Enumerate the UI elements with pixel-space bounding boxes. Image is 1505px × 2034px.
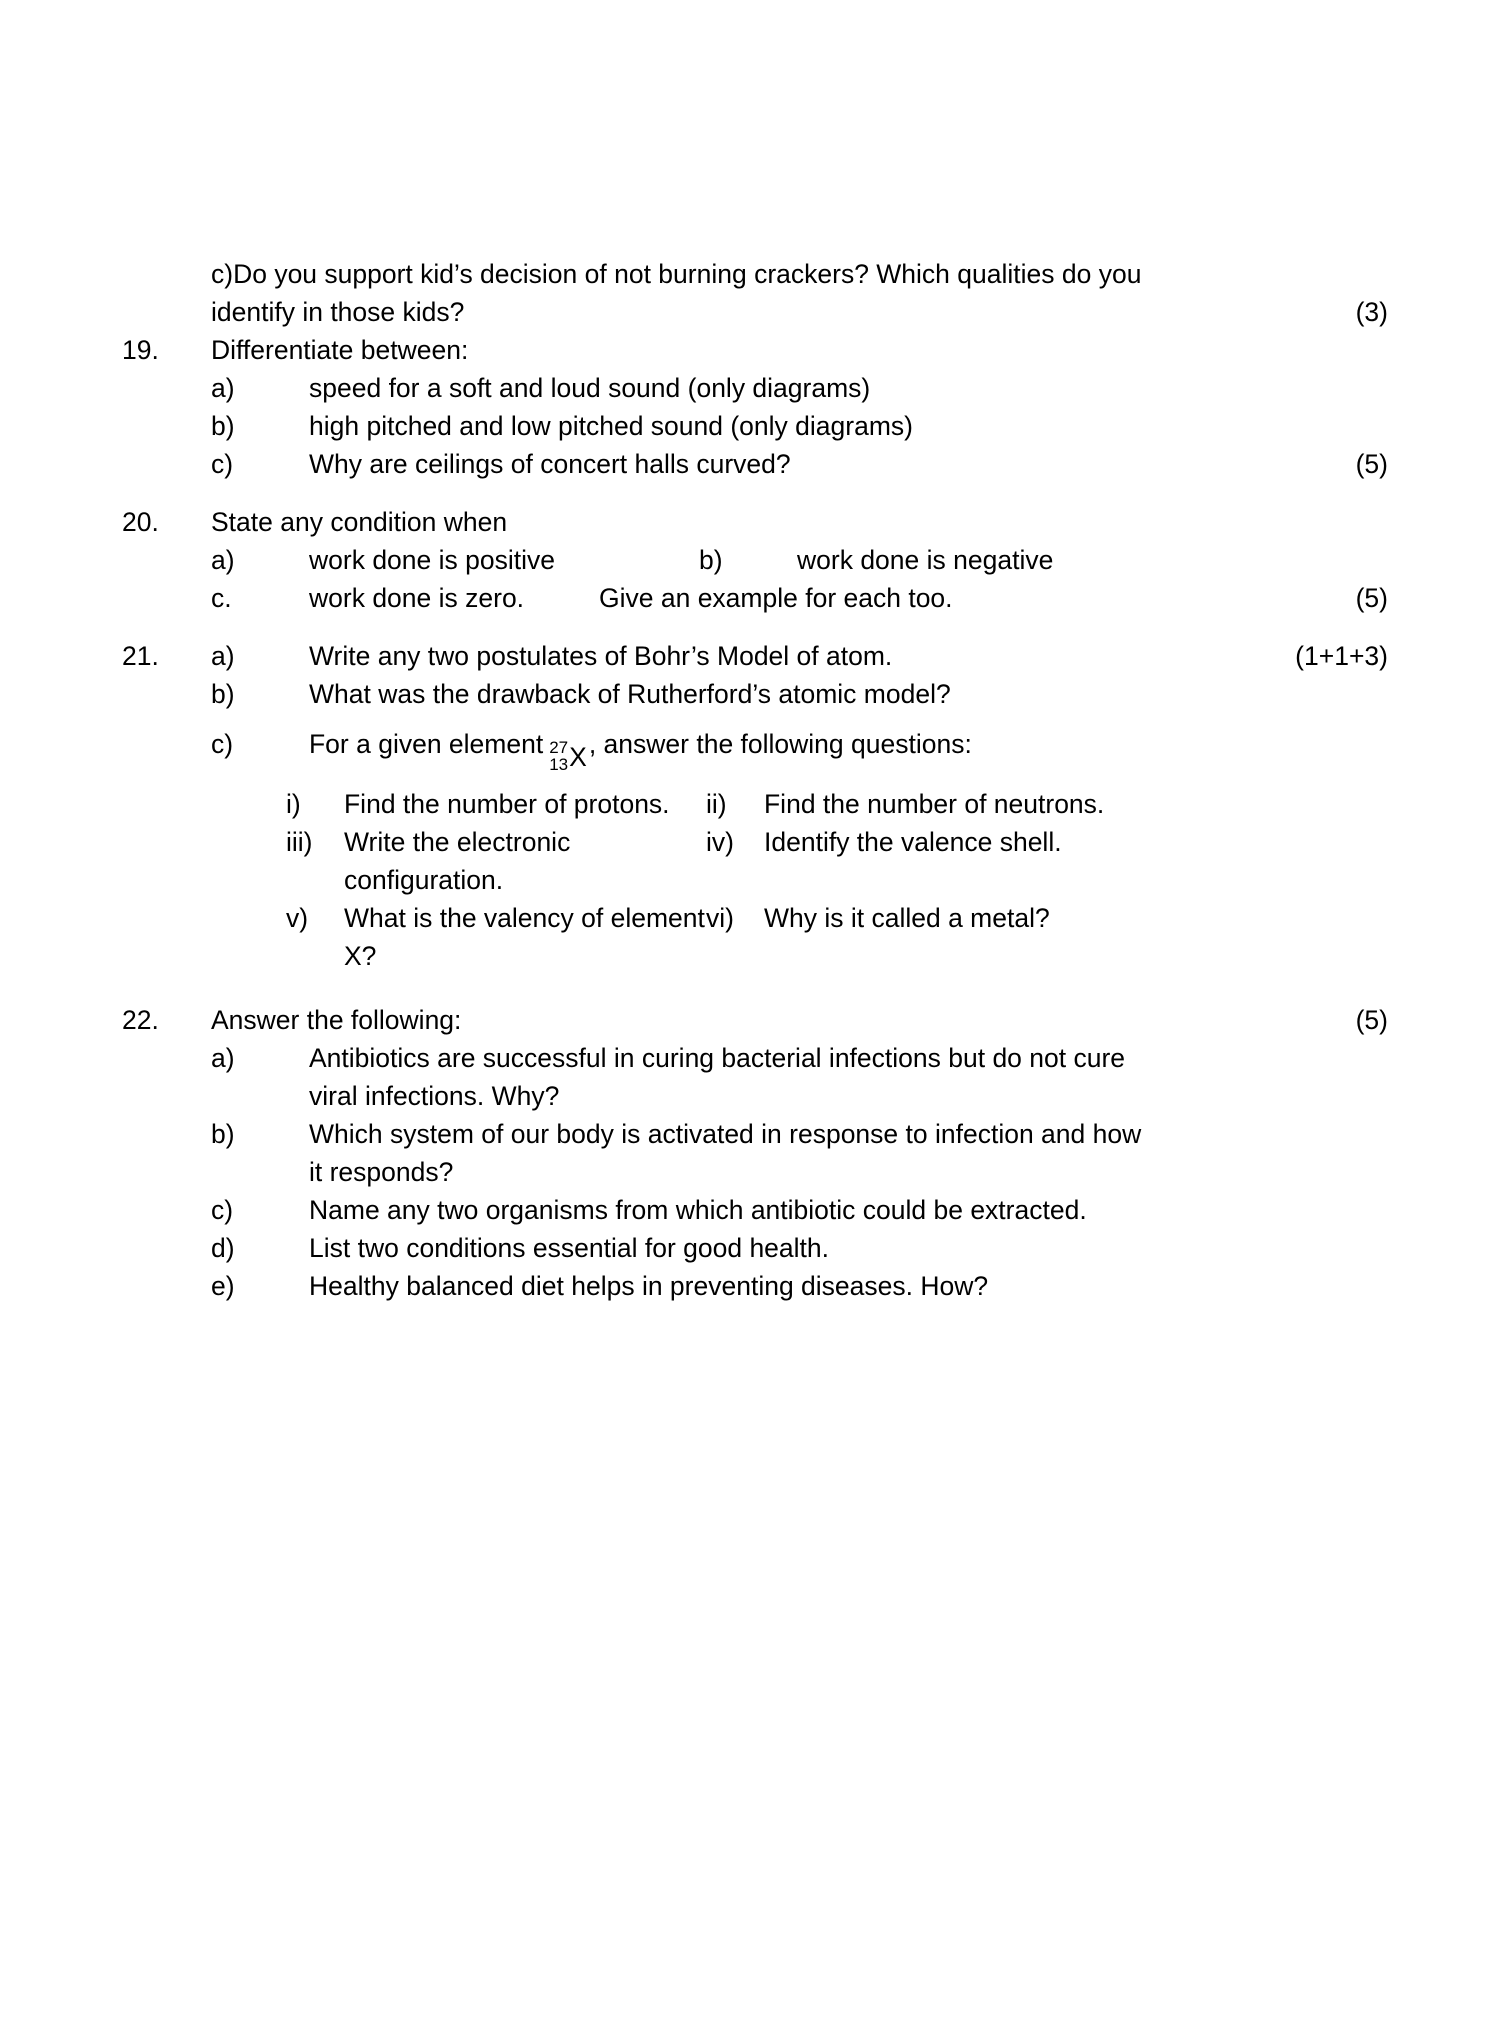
question-21-item-c-text-before: For a given element [309, 729, 544, 759]
question-20-item-a-label: a) [211, 545, 235, 575]
isotope-notation [549, 740, 587, 774]
roman-item-ii [706, 785, 1388, 823]
question-content [118, 255, 1388, 1305]
question-22-item-a-line-1: Antibiotics are successful in curing bacterial infections but do not cure [309, 1043, 1126, 1073]
roman-text-v: What is the valency of element X? [344, 903, 705, 971]
roman-item-i [286, 785, 706, 823]
roman-item-iii [286, 823, 706, 899]
question-20-stem: State any condition when [211, 507, 508, 537]
question-21-item-a-label: a) [211, 641, 235, 671]
question-20-item-b-label: b) [699, 545, 723, 575]
question-20-item-c-text-right: Give an example for each too. [599, 583, 953, 613]
spacer-before-q21c [118, 713, 1388, 725]
roman-numeral-i: i) [286, 789, 301, 819]
isotope-atomic-number: 13 [549, 755, 569, 774]
question-19-item-a [118, 369, 1388, 407]
roman-numeral-iii: iii) [286, 827, 313, 857]
question-22-item-e-label: e) [211, 1271, 235, 1301]
spacer-after-q21 [118, 975, 1388, 1001]
question-20-item-b-text: work done is negative [797, 545, 1054, 575]
roman-numeral-iv: iv) [706, 827, 734, 857]
question-20-item-c-marks: (5) [1355, 583, 1388, 613]
question-19-item-b [118, 407, 1388, 445]
question-22-item-c [118, 1191, 1388, 1229]
question-22-item-d-text: List two conditions essential for good health. [309, 1233, 830, 1263]
question-20-item-c-label: c. [211, 583, 232, 613]
question-22-item-e-text: Healthy balanced diet helps in preventing diseases. How? [309, 1271, 989, 1301]
intro-text-line-1: c)Do you support kid’s decision of not burning crackers? Which qualities do you [211, 259, 1142, 289]
isotope-numbers [549, 739, 568, 773]
question-19-number: 19. [122, 335, 159, 365]
question-22-item-b-text [309, 1115, 1229, 1191]
question-21-item-a-text: Write any two postulates of Bohr’s Model of atom. [309, 641, 893, 671]
question-22-item-a [118, 1039, 1388, 1115]
roman-text-i: Find the number of protons. [344, 789, 670, 819]
question-22-stem-marks: (5) [1355, 1005, 1388, 1035]
question-22-stem-row [118, 1001, 1388, 1039]
question-22-item-c-text: Name any two organisms from which antibiotic could be extracted. [309, 1195, 1087, 1225]
question-19-item-c-marks: (5) [1355, 449, 1388, 479]
question-22-item-b-label: b) [211, 1119, 235, 1149]
question-20-number: 20. [122, 507, 159, 537]
question-21-item-b-label: b) [211, 679, 235, 709]
question-22-item-c-label: c) [211, 1195, 234, 1225]
intro-question-c [118, 255, 1388, 293]
isotope-symbol: X [569, 741, 587, 772]
question-21-item-c [118, 725, 1388, 773]
question-22-item-e [118, 1267, 1388, 1305]
question-21-roman-list [118, 785, 1388, 975]
question-20-item-c [118, 579, 1388, 617]
question-21-item-b [118, 675, 1388, 713]
roman-item-vi [706, 899, 1388, 975]
intro-line-2-row [118, 293, 1388, 331]
question-22-item-b-line-2: it responds? [309, 1157, 454, 1187]
roman-columns [286, 785, 1388, 975]
question-22-item-b-line-1: Which system of our body is activated in response to infection and how [309, 1119, 1142, 1149]
question-19-item-c-text: Why are ceilings of concert halls curved? [309, 449, 791, 479]
question-21-item-a-marks: (1+1+3) [1295, 641, 1388, 671]
question-22-item-a-line-2: viral infections. Why? [309, 1081, 560, 1111]
spacer-before-roman [118, 773, 1388, 785]
roman-numeral-vi: vi) [706, 903, 734, 933]
intro-text-line-2: identify in those kids? [211, 297, 465, 327]
question-19-stem: Differentiate between: [211, 335, 469, 365]
question-22-item-a-label: a) [211, 1043, 235, 1073]
question-19-item-b-label: b) [211, 411, 235, 441]
question-21-item-c-text-after: , answer the following questions: [588, 729, 972, 759]
question-20-item-a [118, 541, 1388, 579]
question-20-item-c-text [309, 579, 1278, 617]
question-19-item-c [118, 445, 1388, 483]
question-21-number: 21. [122, 641, 159, 671]
question-21-item-a [118, 637, 1388, 675]
roman-text-iii: Write the electronic configuration. [344, 827, 571, 895]
question-22-item-b [118, 1115, 1388, 1191]
question-20-item-c-text-left: work done is zero. [309, 583, 525, 613]
spacer-after-q20 [118, 617, 1388, 637]
question-22-number: 22. [122, 1005, 159, 1035]
question-21-item-c-text [309, 725, 1278, 773]
question-22-item-d [118, 1229, 1388, 1267]
spacer-after-q19 [118, 483, 1388, 503]
question-22-item-a-text [309, 1039, 1229, 1115]
question-19-stem-row [118, 331, 1388, 369]
intro-marks: (3) [1355, 297, 1388, 327]
roman-text-ii: Find the number of neutrons. [764, 789, 1105, 819]
question-20-item-a-text-left: work done is positive [309, 545, 555, 575]
question-22-item-d-label: d) [211, 1233, 235, 1263]
question-19-item-c-label: c) [211, 449, 234, 479]
roman-item-v [286, 899, 706, 975]
roman-text-vi: Why is it called a metal? [764, 903, 1050, 933]
roman-numeral-v: v) [286, 903, 309, 933]
question-20-item-a-text [309, 541, 1278, 579]
roman-item-iv [706, 823, 1388, 899]
question-21-item-c-label: c) [211, 729, 234, 759]
question-19-item-a-text: speed for a soft and loud sound (only diagrams) [309, 373, 871, 403]
question-20-stem-row [118, 503, 1388, 541]
question-22-stem: Answer the following: [211, 1005, 462, 1035]
question-19-item-b-text: high pitched and low pitched sound (only diagrams) [309, 411, 913, 441]
question-21-item-b-text: What was the drawback of Rutherford’s atomic model? [309, 679, 951, 709]
roman-numeral-ii: ii) [706, 789, 727, 819]
roman-text-iv: Identify the valence shell. [764, 827, 1062, 857]
question-19-item-a-label: a) [211, 373, 235, 403]
isotope-mass-number: 27 [549, 738, 569, 757]
